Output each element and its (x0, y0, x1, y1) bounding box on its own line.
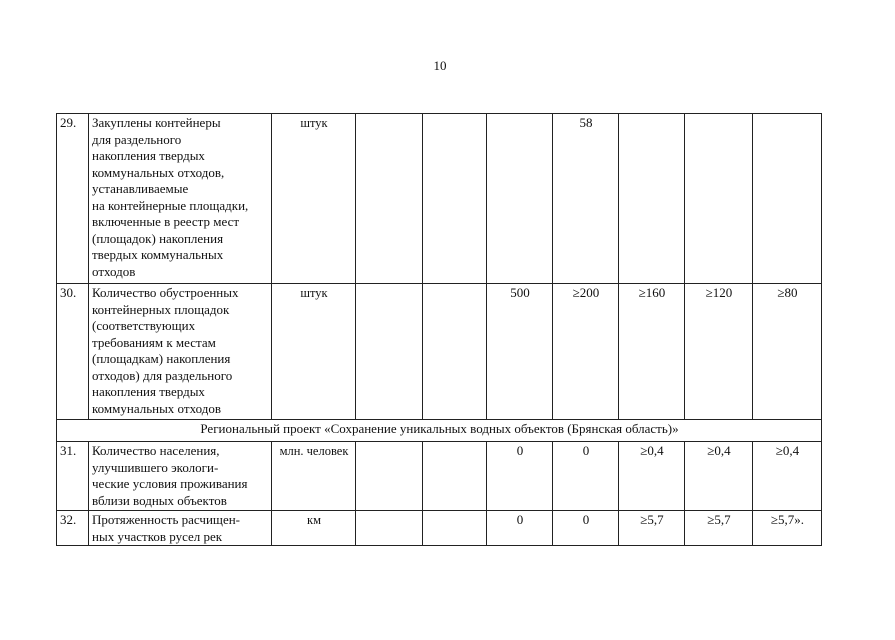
indicator-name (89, 284, 272, 420)
row-number: 31. (57, 442, 89, 511)
value-cell: ≥5,7 (685, 511, 753, 546)
value-cell: 500 (487, 284, 553, 420)
indicator-name (89, 511, 272, 546)
value-cell: ≥5,7 (619, 511, 685, 546)
value-cell: 0 (553, 511, 619, 546)
indicator-name-text: Протяженность расчищен- ных участков русел рек (92, 512, 240, 544)
table-row (57, 284, 822, 420)
value-cell: ≥0,4 (753, 442, 822, 511)
value-cell: ≥0,4 (619, 442, 685, 511)
value-cell: ≥80 (753, 284, 822, 420)
row-number: 30. (57, 284, 89, 420)
value-cell (356, 442, 423, 511)
value-cell (423, 511, 487, 546)
unit-cell: млн. человек (272, 442, 356, 511)
value-cell: 0 (487, 511, 553, 546)
unit-cell: км (272, 511, 356, 546)
value-cell (423, 114, 487, 284)
unit-cell: штук (272, 284, 356, 420)
value-cell (356, 114, 423, 284)
value-cell (753, 114, 822, 284)
value-cell: 0 (553, 442, 619, 511)
page-number: 10 (433, 58, 447, 73)
section-row (57, 420, 822, 442)
value-cell (619, 114, 685, 284)
section-title: Региональный проект «Сохранение уникальных водных объектов (Брянская область)» (57, 420, 822, 442)
value-cell: 58 (553, 114, 619, 284)
value-cell: ≥5,7». (753, 511, 822, 546)
value-cell: ≥160 (619, 284, 685, 420)
table-row (57, 114, 822, 284)
indicator-name (89, 114, 272, 284)
value-cell: ≥0,4 (685, 442, 753, 511)
unit-cell: штук (272, 114, 356, 284)
value-cell: 0 (487, 442, 553, 511)
value-cell (423, 284, 487, 420)
indicator-name-text: Количество населения, улучшившего экологи- ческие условия проживания вблизи водных объектов (92, 443, 248, 508)
value-cell (487, 114, 553, 284)
value-cell (685, 114, 753, 284)
value-cell: ≥200 (553, 284, 619, 420)
indicator-name (89, 442, 272, 511)
value-cell: ≥120 (685, 284, 753, 420)
value-cell (356, 284, 423, 420)
table-row (57, 511, 822, 546)
indicator-name-text: Количество обустроенных контейнерных площадок (соответствующих требованиям к местам (площадкам) накопления отходов) для раздельного накопления твердых коммунальных отходов (92, 285, 239, 416)
row-number: 29. (57, 114, 89, 284)
table-row (57, 442, 822, 511)
row-number: 32. (57, 511, 89, 546)
value-cell (356, 511, 423, 546)
indicators-table (56, 113, 822, 546)
value-cell (423, 442, 487, 511)
indicator-name-text: Закуплены контейнеры для раздельного накопления твердых коммунальных отходов, устанавливаемые на контейнерные площадки, включенные в реестр мест (площадок) накопления твердых коммунальных отходов (92, 115, 249, 279)
